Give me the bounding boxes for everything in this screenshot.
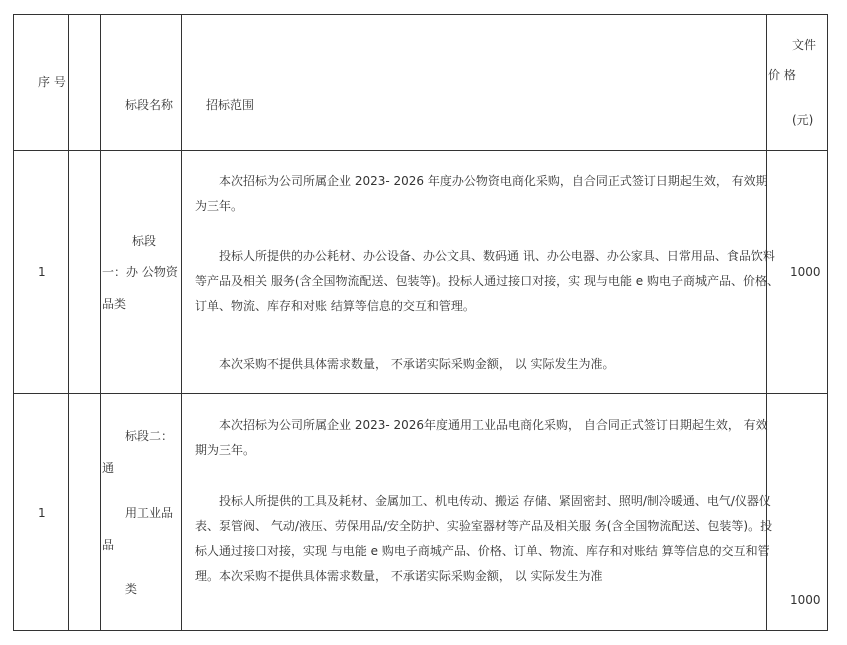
header-price-line2: 价 格 (768, 68, 796, 82)
row1-scope-paragraph-3: 本次采购不提供具体需求数量， 不承诺实际采购金额， 以 实际发生为准。 (219, 357, 615, 371)
header-seq: 序 号 (38, 75, 66, 89)
row1-price: 1000 (790, 265, 821, 279)
row1-seq: 1 (38, 265, 46, 279)
column-divider (181, 14, 182, 631)
header-price-line1: 文件 (792, 38, 817, 52)
row2-scope-paragraph-1: 本次招标为公司所属企业 2023- 2026年度通用工业品电商化采购， 自合同正式签订日期起生效， 有效期为三年。 (195, 418, 768, 457)
row-divider (13, 393, 828, 394)
bid-sections-table (13, 14, 828, 631)
header-price-line3: (元) (792, 113, 814, 127)
row2-name-line1: 标段二： (125, 429, 174, 443)
row2-price: 1000 (790, 593, 821, 607)
row1-scope-paragraph-1: 本次招标为公司所属企业 2023- 2026 年度办公物资电商化采购，自合同正式签订日期起生效， 有效期为三年。 (195, 174, 768, 213)
row-divider (13, 150, 828, 151)
header-section-name: 标段名称 (125, 98, 174, 112)
row1-name-line3: 品类 (102, 297, 127, 311)
row1-scope-paragraph-2: 投标人所提供的办公耗材、办公设备、办公文具、数码通 讯、办公电器、办公家具、日常用品、食品饮料等产品及相关 服务(含全国物流配送、包装等)。投标人通过接口对接，实 现与电能 e 购电子商城产品、价格、订单、物流、库存和对账 结算等信息的交互和管理。 (195, 249, 780, 313)
row2-name-line2: 通 (102, 461, 115, 475)
row2-name-line5: 类 (125, 582, 138, 596)
row2-name-line3: 用工业品 (125, 506, 174, 520)
row2-scope-paragraph-2: 投标人所提供的工具及耗材、金属加工、机电传动、搬运 存储、紧固密封、照明/制冷暖通、电气/仪器仪表、泵管阀、 气动/液压、劳保用品/安全防护、实验室器材等产品及相关服 务(含全国物流配送、包装等)。投标人通过接口对接，实现 与电能 e 购电子商城产品、价格、订单、物流、库存和对账结 算等信息的交互和管理。本次采购不提供具体需求数量， 不承诺实际采购金额， 以 实际发生为准 (195, 494, 773, 583)
row2-seq: 1 (38, 506, 46, 520)
column-divider (68, 14, 69, 631)
column-divider (100, 14, 101, 631)
row1-name-line1: 标段 (132, 234, 157, 248)
row2-name-line4: 品 (102, 538, 115, 552)
row1-name-line2: 一：办 公物资 (102, 265, 178, 279)
header-bid-scope: 招标范围 (206, 98, 255, 112)
